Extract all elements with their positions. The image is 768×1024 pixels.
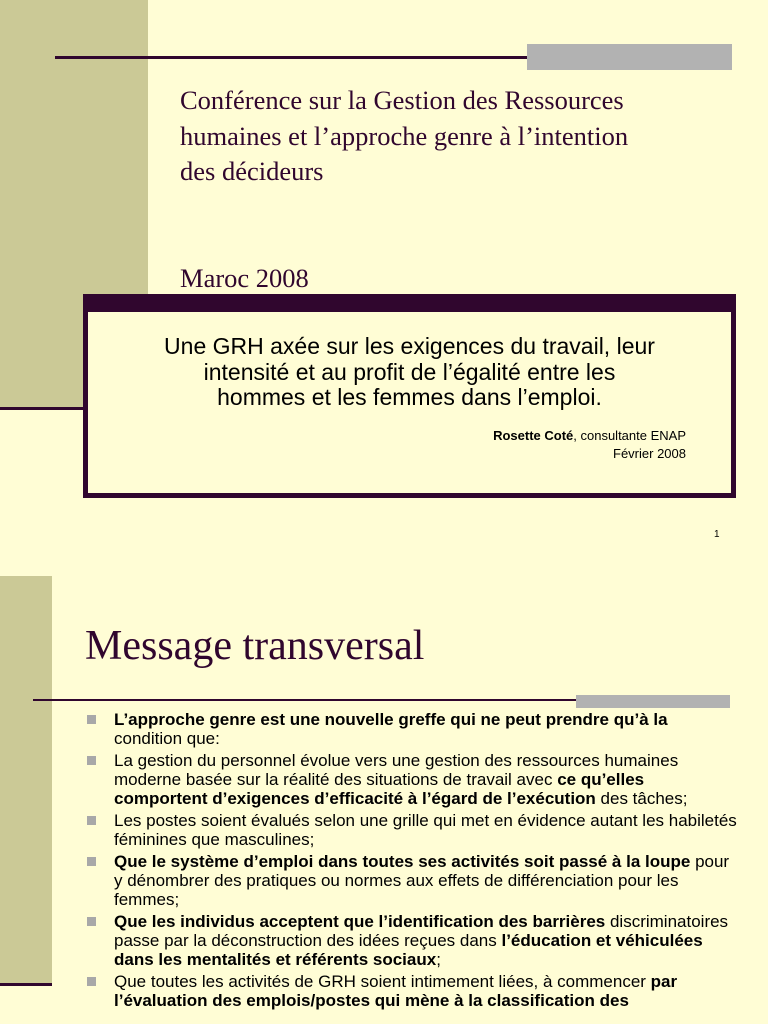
title-line: humaines et l’approche genre à l’intention — [180, 120, 629, 151]
author-block — [493, 427, 686, 463]
item-text: Que toutes les activités de GRH soient intimement liées, à commencer — [114, 972, 651, 991]
left-rule — [0, 983, 52, 986]
author-role: , consultante ENAP — [573, 428, 686, 443]
bold-text: Que les individus acceptent que l’identification des barrières — [114, 912, 606, 931]
sidebar-band — [0, 576, 52, 986]
bullet-list — [87, 710, 737, 1013]
bold-text: l’éducation et véhiculées dans les mentalités et référents sociaux — [114, 931, 703, 969]
author-name: Rosette Coté — [493, 428, 574, 443]
gray-accent-block — [527, 44, 732, 70]
bold-text: Que le système d’emploi dans toutes ses activités soit passé à la loupe — [114, 852, 691, 871]
square-bullet-icon — [87, 917, 96, 926]
title-line: Conférence sur la Gestion des Ressources — [180, 85, 624, 115]
item-text: condition que: — [114, 729, 220, 748]
item-text: ; — [436, 950, 441, 969]
author-line — [493, 427, 686, 445]
square-bullet-icon — [87, 715, 96, 724]
list-item — [87, 751, 737, 808]
item-text: des tâches; — [595, 789, 688, 808]
bold-text: ce qu’elles comportent d’exigences d’efficacité à l’égard de l’exécution — [114, 770, 645, 808]
content-box-inner — [88, 312, 731, 493]
square-bullet-icon — [87, 816, 96, 825]
item-text: pour y dénombrer des pratiques ou normes aux effets de différenciation pour les femmes; — [114, 852, 730, 909]
author-date: Février 2008 — [613, 446, 686, 461]
slide-title: Message transversal — [85, 623, 425, 669]
page-number: 1 — [714, 529, 720, 540]
body-line: hommes et les femmes dans l’emploi. — [217, 384, 602, 410]
bold-text: par l’évaluation des emplois/postes qui mène à la classification des — [114, 972, 678, 1010]
list-item — [87, 852, 737, 909]
bold-text: L’approche genre est une nouvelle greffe qui ne peut prendre qu’à la — [114, 710, 668, 729]
slide-title — [180, 83, 720, 190]
list-item — [87, 811, 737, 849]
content-box — [83, 294, 736, 498]
body-line: intensité et au profit de l’égalité entre les — [203, 358, 616, 385]
slide-subtitle: Maroc 2008 — [180, 263, 309, 293]
title-line: des décideurs — [180, 156, 324, 186]
list-item — [87, 912, 737, 969]
square-bullet-icon — [87, 977, 96, 986]
left-rule — [0, 407, 84, 410]
item-text: La gestion du personnel évolue vers une gestion des ressources humaines moderne basée sur la réalité des situations de travail avec — [114, 751, 679, 789]
body-text — [88, 334, 731, 411]
gray-accent-block — [576, 695, 730, 708]
body-line: Une GRH axée sur les exigences du travail, leur — [164, 333, 655, 359]
item-text: Les postes soient évalués selon une grille qui met en évidence autant les habiletés féminines que masculines; — [114, 811, 737, 849]
item-text: discriminatoires passe par la déconstruction des idées reçues dans — [114, 912, 729, 950]
list-item — [87, 972, 737, 1010]
square-bullet-icon — [87, 756, 96, 765]
list-item — [87, 710, 737, 748]
slide-2 — [0, 576, 768, 1024]
square-bullet-icon — [87, 857, 96, 866]
